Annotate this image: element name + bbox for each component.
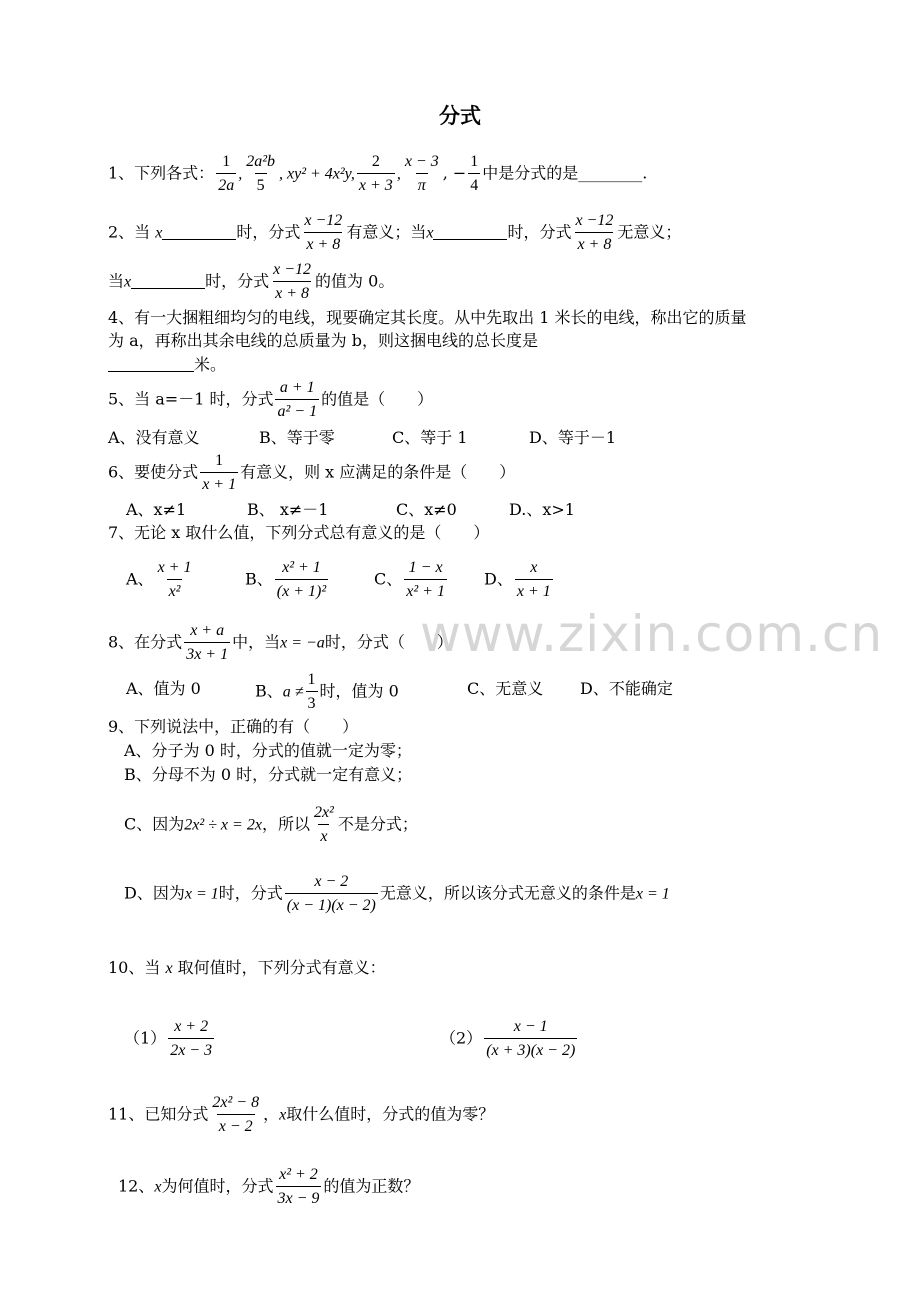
q7-option-d[interactable] [484, 558, 555, 602]
q11-fraction [210, 1093, 261, 1137]
denominator: (x + 1)² [275, 579, 328, 602]
q10-fraction-1 [168, 1017, 214, 1061]
q12-text-b: 为何值时，分式 [161, 1176, 274, 1196]
q8-option-d[interactable]: D、不能确定 [580, 679, 673, 698]
numerator: 1 [222, 153, 231, 170]
q9-d-text-1: D、因为 [124, 883, 185, 903]
numerator: x − 3 [404, 153, 439, 170]
option-letter: A、 [126, 569, 154, 589]
question-7: 7、无论 x 取什么值，下列分式总有意义的是（ ） [108, 523, 490, 542]
numerator: 1 − x [408, 559, 443, 576]
q8-option-c[interactable]: C、无意义 [467, 679, 544, 698]
q9-statement-d[interactable] [124, 872, 670, 916]
answer-blank[interactable] [433, 239, 507, 240]
denominator: a² − 1 [275, 399, 319, 422]
q6-option-c[interactable]: C、x≠0 [396, 500, 457, 519]
numerator: x² + 2 [279, 1166, 318, 1183]
denominator: 3x + 1 [184, 642, 230, 665]
question-4-line-2: 为 a，再称出其余电线的总质量为 b，则这捆电线的总长度是 [108, 331, 538, 350]
q6-option-d[interactable]: D.、x>1 [509, 500, 575, 519]
numerator: 2 [371, 153, 380, 170]
denominator: 2a [216, 173, 236, 196]
q5-option-a[interactable]: A、没有意义 [108, 428, 200, 447]
page-title: 分式 [439, 104, 481, 128]
denominator: x + 1 [200, 472, 238, 495]
q9-c-expression: 2x² ÷ x = 2x [184, 816, 262, 834]
q11-text-b: ， [263, 1104, 280, 1124]
q6-fraction [200, 451, 238, 495]
q8-text-b: 中，当 [232, 632, 281, 652]
q9-c-text-3: 不是分式； [337, 814, 418, 834]
numerator: 1 [470, 153, 479, 170]
denominator: (x − 1)(x − 2) [285, 893, 378, 916]
denominator: 5 [255, 173, 267, 196]
q5-text-b: 的值是（ ） [321, 389, 434, 409]
q9-d-condition: x = 1 [184, 885, 219, 903]
denominator: x + 8 [304, 232, 342, 255]
option-letter: B、 [245, 569, 273, 589]
denominator: 3 [306, 691, 318, 714]
numerator: x −12 [273, 261, 312, 278]
q8-option-a[interactable]: A、值为 0 [126, 679, 201, 698]
q4-unit: 米。 [194, 355, 227, 374]
q2-text-e: 无意义； [617, 222, 682, 242]
question-1: 1、下列各式： $\frac{1}{2a}$ , $\frac{\text{2a²b}}{5}$ , xy² + 4x²y, $\frac{2}{x + 3}$ , $\frac{x - 3}{\pi}$ , − $\frac{1}{4}$ 中是分式的是________. [108, 153, 648, 194]
denominator: (x + 3)(x − 2) [484, 1038, 577, 1061]
q1-fraction-1 [216, 152, 236, 196]
question-2-line-2 [108, 260, 394, 304]
q9-d-text-2: 时，分式 [218, 883, 283, 903]
q2-fraction [302, 211, 344, 255]
question-4-line-1: 4、有一大捆粗细均匀的电线，现要确定其长度。从中先取出 1 米长的电线，称出它的质量 [108, 308, 747, 327]
q1-suffix: 中是分式的是________. [482, 163, 648, 183]
numerator: x − 1 [513, 1018, 548, 1035]
denominator: 2x − 3 [168, 1038, 214, 1061]
q8-option-b-fraction [306, 670, 318, 714]
numerator: x −12 [304, 212, 343, 229]
q9-c-text-1: C、因为 [124, 814, 185, 834]
denominator: x² [167, 579, 183, 602]
q6-text-b: 有意义，则 x 应满足的条件是（ ） [240, 462, 516, 482]
q9-statement-c[interactable] [124, 803, 418, 847]
q2-var-x: x [155, 224, 163, 242]
question-8 [108, 621, 453, 665]
option-letter: D、 [484, 569, 513, 589]
question-5 [108, 378, 433, 422]
q1-prefix: 1、下列各式： [108, 163, 215, 183]
part-number: （2） [440, 1028, 483, 1048]
numerator: x [530, 559, 538, 576]
denominator: x + 1 [515, 579, 553, 602]
q11-text-a: 11、已知分式 [108, 1104, 209, 1124]
q1-fraction-3 [357, 152, 395, 196]
denominator: 3x − 9 [276, 1186, 322, 1209]
denominator: x + 3 [357, 173, 395, 196]
denominator: x − 2 [217, 1114, 255, 1137]
answer-blank[interactable] [108, 371, 194, 372]
q9-c-fraction [312, 803, 336, 847]
q2-var-x: x [124, 273, 132, 291]
q10-part-1 [124, 1017, 216, 1061]
q2-text-d: 时，分式 [507, 222, 572, 242]
q12-fraction [276, 1165, 322, 1209]
q2-text-b: 时，分式 [236, 222, 301, 242]
q12-var-x: x [154, 1178, 162, 1196]
q11-text-c: 取什么值时，分式的值为零？ [286, 1104, 495, 1124]
q7-fraction-b [275, 558, 328, 602]
question-9: 9、下列说法中，正确的有（ ） [108, 717, 359, 736]
numerator: x + 1 [157, 559, 192, 576]
q6-option-a[interactable]: A、x≠1 [126, 500, 187, 519]
q1-negative-sign: , − [442, 163, 467, 183]
q5-option-b[interactable]: B、等于零 [259, 428, 335, 447]
option-letter: B、 [255, 681, 283, 701]
q8-option-b-text: 时，值为 0 [319, 681, 399, 701]
denominator: x + 8 [575, 232, 613, 255]
q7-option-b[interactable] [245, 558, 330, 602]
q7-fraction-a [156, 558, 194, 602]
numerator: x² + 1 [282, 559, 321, 576]
q8-option-b[interactable] [255, 670, 399, 714]
q2-fraction [573, 211, 615, 255]
watermark: www.zixin.com.cn [420, 605, 884, 663]
q2-text-l2a: 当 [108, 271, 125, 291]
q10-text-a: 10、当 [108, 958, 161, 977]
question-12 [118, 1165, 419, 1209]
q10-part-2 [440, 1017, 579, 1061]
denominator: x + 8 [273, 281, 311, 304]
denominator: x [318, 824, 329, 847]
q7-fraction-c [404, 558, 447, 602]
q8-text-c: 时，分式（ ） [324, 632, 453, 652]
q6-option-b[interactable]: B、 x≠－1 [247, 500, 329, 519]
q5-option-d[interactable]: D、等于－1 [529, 428, 617, 447]
q7-option-c[interactable] [374, 558, 449, 602]
q2-var-x: x [426, 224, 434, 242]
q10-text-b: 取何值时，下列分式有意义： [177, 958, 386, 977]
part-number: （1） [124, 1028, 167, 1048]
numerator: x − 2 [314, 873, 349, 890]
question-6 [108, 451, 515, 495]
q1-fraction-2 [244, 152, 277, 196]
q8-option-b-condition: a ≠ [282, 683, 304, 701]
q9-c-text-2: ，所以 [261, 814, 310, 834]
numerator: 1 [307, 671, 316, 688]
q1-polynomial: , xy² + 4x²y, [278, 165, 355, 183]
question-10 [108, 958, 386, 979]
q2-fraction [271, 260, 313, 304]
numerator: 2x² − 8 [212, 1094, 260, 1111]
numerator: x −12 [575, 212, 614, 229]
q1-fraction-4 [403, 152, 441, 196]
numerator: x + a [190, 622, 225, 639]
answer-blank[interactable] [162, 239, 236, 240]
q1-fraction-5 [468, 152, 480, 196]
q9-statement-b[interactable]: B、分母不为 0 时，分式就一定有意义； [124, 765, 413, 784]
q9-d-end: x = 1 [635, 885, 670, 903]
q2-text-c: 有意义；当 [346, 222, 427, 242]
q5-fraction [275, 378, 319, 422]
q7-fraction-d [515, 558, 553, 602]
question-4-line-3 [108, 355, 226, 375]
answer-blank[interactable] [131, 288, 205, 289]
q12-text-c: 的值为正数？ [323, 1176, 420, 1196]
q6-text-a: 6、要使分式 [108, 462, 199, 482]
q5-option-c[interactable]: C、等于 1 [392, 428, 468, 447]
numerator: 2x² [313, 804, 334, 821]
numerator: a + 1 [279, 379, 315, 396]
numerator: 2a²b [246, 153, 275, 170]
q9-statement-a[interactable]: A、分子为 0 时，分式的值就一定为零； [124, 741, 412, 760]
option-letter: C、 [374, 569, 403, 589]
q9-d-fraction [285, 872, 378, 916]
q12-text-a: 12、 [118, 1176, 155, 1196]
q8-fraction [184, 621, 230, 665]
denominator: x² + 1 [404, 579, 447, 602]
q9-d-text-3: 无意义，所以该分式无意义的条件是 [379, 883, 636, 903]
q11-var-x: x [279, 1106, 287, 1124]
q10-fraction-2 [484, 1017, 577, 1061]
question-11 [108, 1093, 494, 1137]
numerator: x + 2 [174, 1018, 209, 1035]
question-2 [108, 211, 681, 255]
q2-text-l2b: 时，分式 [205, 271, 270, 291]
q2-text-l2c: 的值为 0。 [315, 271, 395, 291]
q10-var-x: x [165, 960, 173, 977]
q8-text-a: 8、在分式 [108, 632, 183, 652]
q5-text-a: 5、当 a=－1 时，分式 [108, 389, 274, 409]
denominator: π [416, 173, 428, 196]
denominator: 4 [468, 173, 480, 196]
q8-condition: x = −a [280, 634, 325, 652]
q7-option-a[interactable] [126, 558, 195, 602]
q2-text-a: 2、当 [108, 222, 151, 242]
numerator: 1 [215, 452, 224, 469]
